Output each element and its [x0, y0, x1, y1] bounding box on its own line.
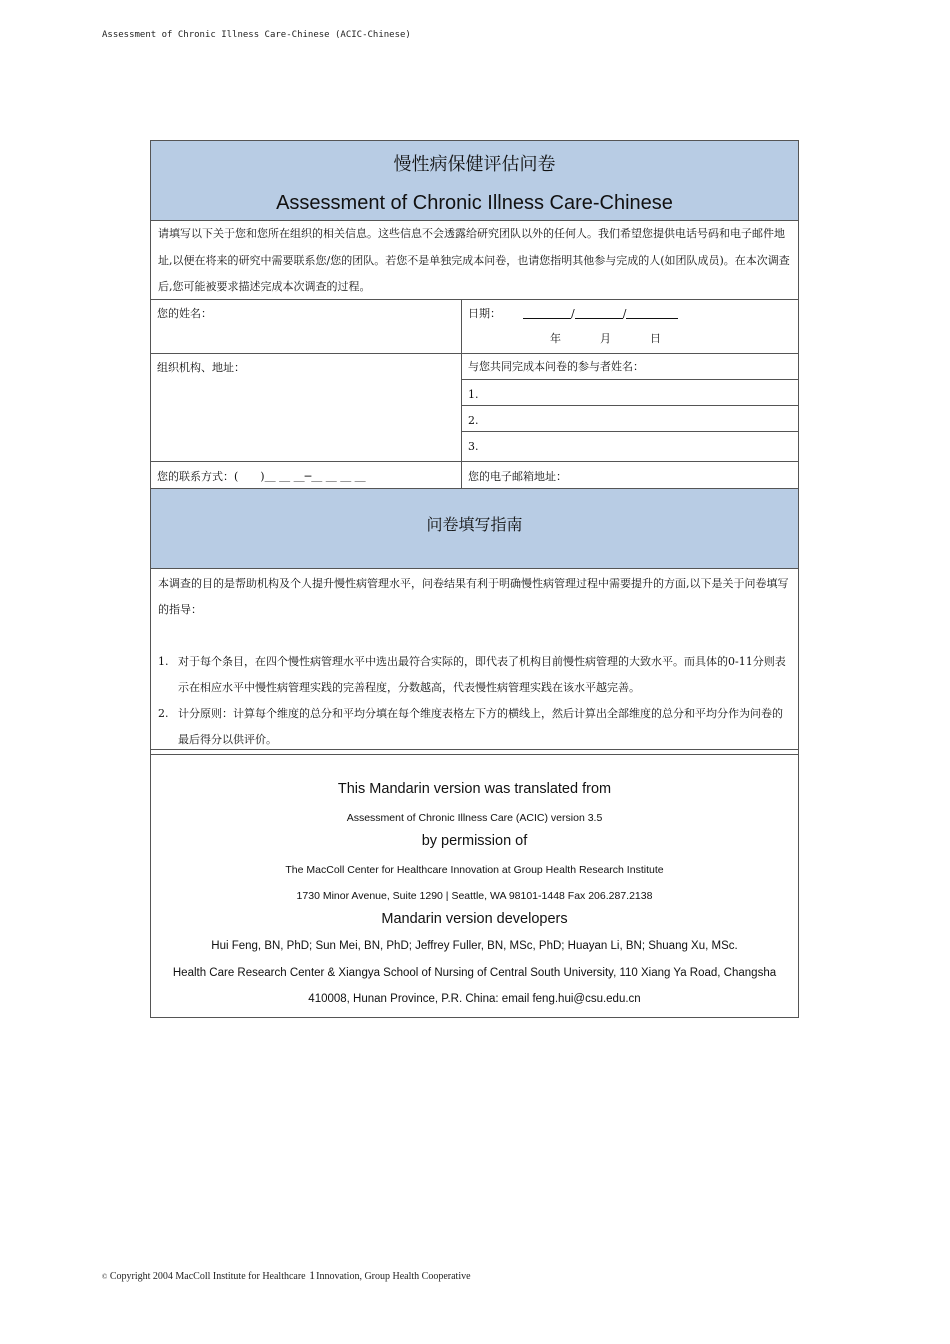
- guide-item: [158, 649, 792, 701]
- credits-source-version: Assessment of Chronic Illness Care (ACIC) version 3.5: [346, 812, 603, 824]
- contact-email-row: [151, 462, 798, 489]
- title-band: [151, 141, 798, 221]
- credits-permission: by permission of: [421, 833, 528, 849]
- questionnaire-form: [150, 140, 799, 1018]
- running-header: Assessment of Chronic Illness Care-Chinese (ACIC-Chinese): [102, 30, 411, 40]
- date-day-blank[interactable]: [626, 308, 678, 319]
- org-label: 组织机构、地址：: [157, 361, 245, 374]
- credits-developers: Hui Feng, BN, PhD; Sun Mei, BN, PhD; Jeffrey Fuller, BN, MSc, PhD; Huayan Li, BN; Shuang Xu, MSc.: [211, 940, 738, 952]
- footer-text-b: Innovation, Group Health Cooperative: [316, 1271, 471, 1282]
- credits-translated-from: This Mandarin version was translated from: [337, 781, 612, 797]
- credits-affiliation: Health Care Research Center & Xiangya School of Nursing of Central South University, 110 Xiang Ya Road, Changsha: [172, 966, 777, 979]
- guide-title: 问卷填写指南: [151, 489, 798, 569]
- participant-3[interactable]: 3.: [468, 440, 479, 453]
- contact-field[interactable]: [151, 462, 462, 488]
- title-english: Assessment of Chronic Illness Care-Chinese: [276, 192, 673, 214]
- guide-item-number: 1.: [158, 655, 169, 668]
- credits-affiliation-cont: 410008, Hunan Province, P.R. China: email feng.hui@csu.edu.cn: [308, 993, 641, 1005]
- title-chinese: 慢性病保健评估问卷: [393, 154, 556, 175]
- page-footer: [102, 1268, 471, 1283]
- date-field[interactable]: [462, 300, 798, 353]
- contact-label: 您的联系方式：( )＿ ＿ ＿─＿ ＿ ＿ ＿: [157, 470, 366, 483]
- date-month-blank[interactable]: [575, 308, 623, 319]
- email-label: 您的电子邮箱地址：: [468, 470, 567, 483]
- footer-text-a: Copyright 2004 MacColl Institute for Healthcare: [109, 1271, 306, 1282]
- participant-2[interactable]: 2.: [462, 406, 798, 432]
- date-year-blank[interactable]: [523, 308, 571, 319]
- credits-section: [151, 754, 798, 1017]
- date-separator: /: [571, 306, 575, 320]
- guide-body: [151, 569, 798, 750]
- org-field[interactable]: [151, 354, 462, 461]
- credits-developers-heading: Mandarin version developers: [381, 911, 568, 927]
- date-label: 日期：: [468, 307, 501, 320]
- date-month-label: 月: [600, 332, 611, 345]
- name-label: 您的姓名：: [157, 307, 212, 320]
- participants-label: 与您共同完成本问卷的参与者姓名：: [462, 354, 798, 380]
- participants-section: [462, 354, 798, 461]
- credits-address: 1730 Minor Avenue, Suite 1290 | Seattle, WA 98101-1448 Fax 206.287.2138: [296, 890, 653, 902]
- page-number: 1: [309, 1268, 316, 1282]
- guide-intro: 本调查的目的是帮助机构及个人提升慢性病管理水平，问卷结果有利于明确慢性病管理过程中需要提升的方面,以下是关于问卷填写的指导：: [158, 577, 789, 616]
- date-year-label: 年: [550, 332, 561, 345]
- org-participants-row: [151, 354, 798, 462]
- email-field[interactable]: [462, 462, 798, 488]
- date-day-label: 日: [650, 332, 661, 345]
- guide-item-text: 对于每个条目，在四个慢性病管理水平中选出最符合实际的，即代表了机构目前慢性病管理的大致水平。而具体的0-11分则表示在相应水平中慢性病管理实践的完善程度，分数越高，代表慢性病管理实践在该水平越完善。: [178, 655, 786, 694]
- date-separator: /: [622, 306, 627, 320]
- guide-item-text: 计分原则：计算每个维度的总分和平均分填在每个维度表格左下方的横线上，然后计算出全部维度的总分和平均分作为问卷的最后得分以供评价。: [178, 707, 783, 746]
- participant-1[interactable]: 1.: [462, 380, 798, 406]
- copyright-symbol: ©: [102, 1273, 108, 1281]
- credits-institution: The MacColl Center for Healthcare Innovation at Group Health Research Institute: [285, 864, 664, 876]
- guide-item: [158, 701, 792, 753]
- intro-paragraph: 请填写以下关于您和您所在组织的相关信息。这些信息不会透露给研究团队以外的任何人。我们希望您提供电话号码和电子邮件地址,以便在将来的研究中需要联系您/您的团队。若您不是单独完成本问卷，也请您指明其他参与完成的人(如团队成员)。在本次调查后,您可能被要求描述完成本次调查的过程。: [151, 221, 798, 300]
- guide-item-number: 2.: [158, 707, 169, 720]
- name-field[interactable]: [151, 300, 462, 353]
- name-date-row: [151, 300, 798, 354]
